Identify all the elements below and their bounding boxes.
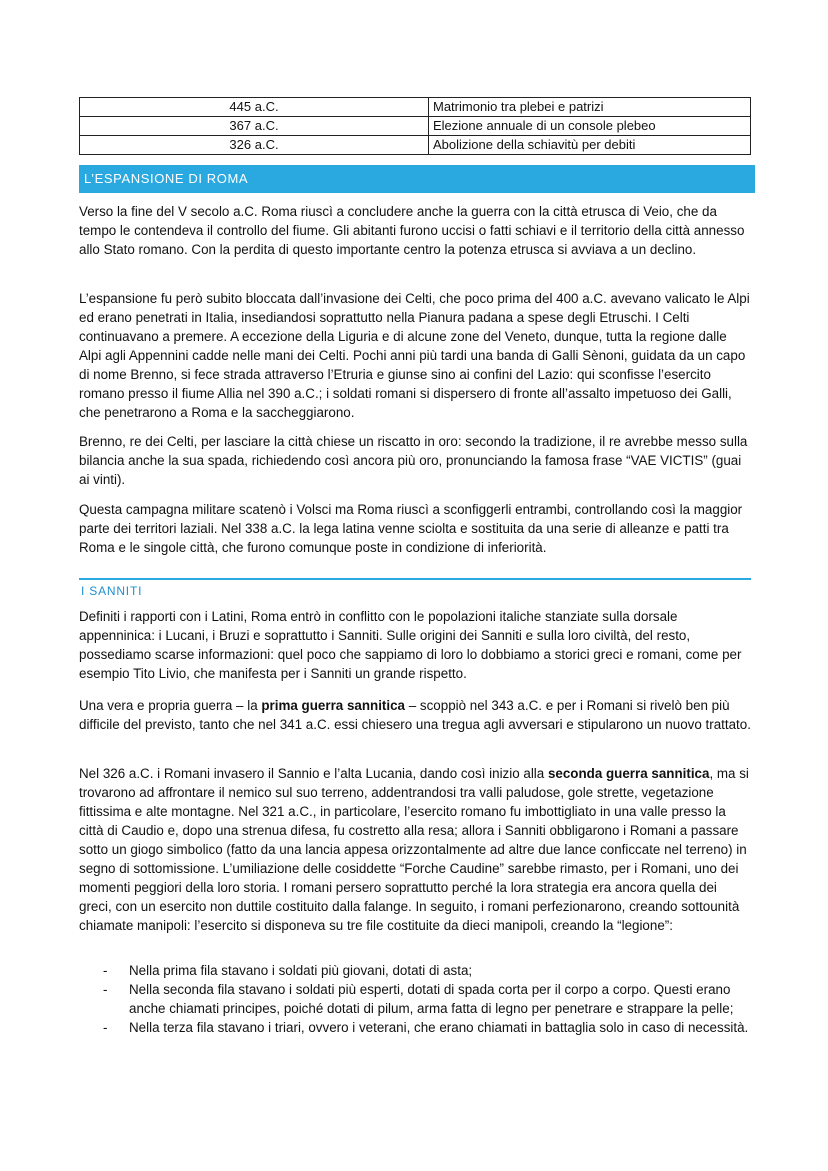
table-row [80,136,751,155]
paragraph-text: – scoppiò nel 343 a.C. e per i Romani si rivelò ben più difficile del previsto, tanto che nel 341 a.C. essi chiesero una tregua agli avversari e stipularono un nuovo trattato. [79,698,751,732]
list-bullet: - [103,982,108,997]
table-cell-event: Abolizione della schiavitù per debiti [429,136,751,155]
list-item-text: Nella terza fila stavano i triari, ovvero i veterani, che erano chiamati in battaglia solo in caso di necessità. [129,1020,749,1035]
legion-list [79,961,751,1037]
list-item [79,961,751,980]
paragraph: Questa campagna militare scatenò i Volsci ma Roma riuscì a sconfiggerli entrambi, controllando così la maggior parte dei territori laziali. Nel 338 a.C. la lega latina venne sciolta e sostituita da una serie di alleanze e patti tra Roma e le singole città, che furono comunque poste in condizione di inferiorità. [79,502,743,555]
table-cell-date: 326 a.C. [80,136,429,155]
list-item-text: Nella prima fila stavano i soldati più giovani, dotati di asta; [129,963,473,978]
table-row [80,117,751,136]
paragraph-text: , ma si trovarono ad affrontare il nemico sul suo terreno, addentrandosi tra valli paludose, gole strette, vegetazione fittissima e alte montagne. Nel 321 a.C., in particolare, l’esercito romano fu imbottigliato in una valle presso la città di Caudio e, dopo una strenua difesa, fu costretto alla resa; allora i Sanniti obbligarono i Romani a passare sotto un giogo simbolico (fatto da una lancia appesa orizzontalmente ad altre due lance conficcate nel terreno) in segno di sottomissione. L’umiliazione delle cosiddette “Forche Caudine” sarebbe rimasto, per i Romani, uno dei momenti peggiori della loro storia. I romani persero soprattutto perché la lora strategia era ancora quella dei greci, con un esercito non duttile costituito dalla falange. In seguito, i romani perfezionarono, creando sottounità chiamate manipoli: l’esercito si disponeva su tre file costituite da dieci manipoli, creando la “legione”: [79,766,749,933]
list-item [79,980,751,1018]
list-item [79,1018,751,1037]
paragraph: Brenno, re dei Celti, per lasciare la città chiese un riscatto in oro: secondo la tradizione, il re avrebbe messo sulla bilancia anche la sua spada, richiedendo così ancora più oro, pronunciando la famosa frase “VAE VICTIS” (guai ai vinti). [79,434,748,487]
paragraph: L’espansione fu però subito bloccata dall’invasione dei Celti, che poco prima del 400 a.C. avevano valicato le Alpi ed erano penetrati in Italia, insediandosi soprattutto nella Pianura padana a spese degli Etruschi. I Celti continuavano a premere. A eccezione della Liguria e di alcune zone del Veneto, dunque, tutta la regione dalle Alpi agli Appennini cadde nelle mani dei Celti. Pochi anni più tardi una banda di Galli Sènoni, guidata da un capo di nome Brenno, si fece strada attraverso l’Etruria e giunse sino ai confini del Lazio: qui sconfisse l’esercito romano presso il fiume Allia nel 390 a.C.; i soldati romani si dispersero di fronte all’assalto impetuoso dei Galli, che penetrarono a Roma e la saccheggiarono. [79,291,750,420]
paragraph: Verso la fine del V secolo a.C. Roma riuscì a concludere anche la guerra con la città etrusca di Veio, che da tempo le contendeva il controllo del fiume. Gli abitanti furono uccisi o fatti schiavi e il territorio della città annesso allo Stato romano. Con la perdita di questo importante centro la potenza etrusca si avviava a un declino. [79,204,745,257]
table-cell-date: 445 a.C. [80,98,429,117]
bold-term: prima guerra sannitica [261,698,406,713]
list-bullet: - [103,1020,108,1035]
table-row [80,98,751,117]
list-item-text: Nella seconda fila stavano i soldati più esperti, dotati di spada corta per il corpo a corpo. Questi erano anche chiamati principes, poiché dotati di pilum, arma fatta di legno per penetrare e strappare la pelle; [129,982,734,1016]
table-cell-event: Matrimonio tra plebei e patrizi [429,98,751,117]
paragraph: Definiti i rapporti con i Latini, Roma entrò in conflitto con le popolazioni italiche stanziate sulla dorsale appenninica: i Lucani, i Bruzi e soprattutto i Sanniti. Sulle origini dei Sanniti e sulla loro civiltà, del resto, possediamo scarse informazioni: quel poco che sappiamo di loro lo dobbiamo a storici greci e romani, come per esempio Tito Livio, che manifesta per i Sanniti un grande rispetto. [79,609,742,681]
section-heading-sanniti: I SANNITI [79,578,751,600]
paragraph-text: Nel 326 a.C. i Romani invasero il Sannio e l’alta Lucania, dando così inizio alla [79,766,548,781]
timeline-table [79,97,751,155]
list-bullet: - [103,963,108,978]
paragraph [79,764,751,935]
table-cell-event: Elezione annuale di un console plebeo [429,117,751,136]
bold-term: seconda guerra sannitica [547,766,710,781]
table-cell-date: 367 a.C. [80,117,429,136]
paragraph-text: Una vera e propria guerra – la [79,698,262,713]
paragraph [79,696,751,734]
section-heading-espansione: L’ESPANSIONE DI ROMA [79,165,755,193]
